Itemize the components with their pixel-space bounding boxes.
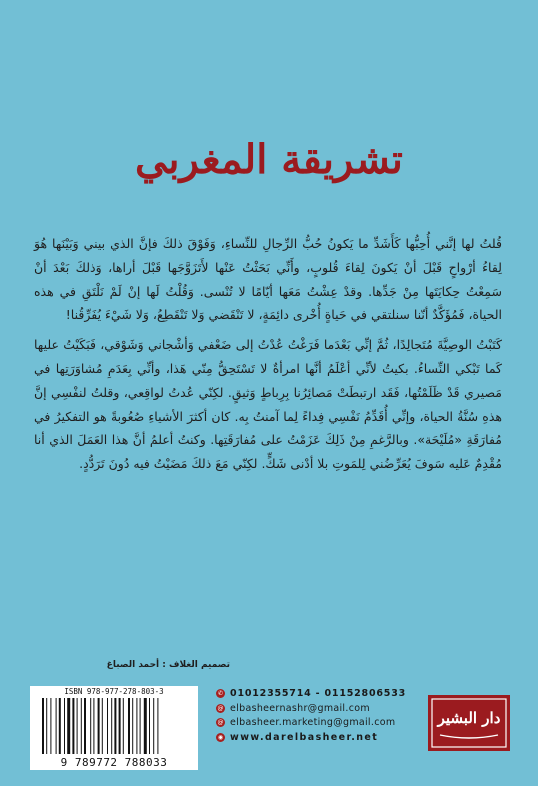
isbn-number: 9 789772 788033 <box>60 756 168 769</box>
cover-designer-credit: تصميم الغلاف : أحمد الصباغ <box>106 660 230 670</box>
contact-website-text[interactable]: www.darelbasheer.net <box>230 731 379 743</box>
contact-email-marketing[interactable] <box>216 717 416 732</box>
synopsis-paragraph-1: قُلتُ لها إنَّني أُحِبُّها كَأَشَدِّ ما يَكونُ حُبُّ الرِّجالِ للنِّساءِ، وَفَوْقَ ذلكَ فإنَّ الذي بيني وَبَيْنَها هُوَ لِقاءُ أرْواحٍ قَبْلَ أنْ يَكونَ لِقاءَ قُلوبٍ، وأَنِّي بَحَثْتُ عَنْها لأَتَزَوَّجَها قَبْلَ أراها، وَذلكَ بَعْدَ أنْ سَمِعْتُ حِكايَتَها مِنْ جَدِّها. وقدْ عِشْتُ مَعَها أيّامًا لا تُنْسى. وَقُلْتُ لَها إنْ لَمْ نَلْتَقِ في هذه الحياة، فَمُؤَكَّدٌ أنّنا سنلتقي في حَياةٍ أُخْرى دائِمَةٍ، لا تَنْقَضي وَلا تَنْقَطِعُ، وَلا شَيْءَ يُفَرِّقُنا! <box>34 236 502 323</box>
synopsis <box>34 232 502 476</box>
email-icon: @ <box>217 719 224 726</box>
contact-phone <box>216 688 416 703</box>
email-icon: @ <box>217 704 224 712</box>
contact-email[interactable] <box>216 703 416 718</box>
isbn-barcode-box <box>30 686 198 770</box>
publisher-logo-text: دار البشير <box>437 709 501 727</box>
publisher-contacts <box>216 688 416 746</box>
phone-icon: ✆ <box>217 690 224 697</box>
book-title: تشريقة المغربي <box>135 136 403 183</box>
isbn-label: ISBN 978-977-278-803-3 <box>64 687 164 696</box>
contact-phone-text: 01012355714 - 01152806533 <box>230 688 407 699</box>
barcode-graphic <box>40 698 188 756</box>
contact-email-text[interactable]: elbasheernashr@gmail.com <box>230 702 370 714</box>
web-icon: ◉ <box>217 733 224 741</box>
contact-email-marketing-text[interactable]: elbasheer.marketing@gmail.com <box>230 717 396 728</box>
contact-website[interactable] <box>216 732 416 747</box>
synopsis-paragraph-2: كَتَبْتُ الوصِيَّةَ مُتَجالِدًا، ثُمَّ إنِّي بَعْدَما فَرَغْتُ عُدْتُ إلى ضَعْفي وَأشْجاني وَشَوْقي، فَبَكَيْتُ عليها كَما تَبْكي النِّساءُ. بكيتُ لأنِّي أعْلَمُ أنَّها امرأةٌ لا تَسْتَحِقُّ مِنّي هَذا، وأنِّي بِعَدَمِ مُشاوَرَتِها في مَصيري قَدْ ظَلَمْتُها، فَقَد ارتبطَتْ مَصائِرُنا بِرِباطٍ وَثيقٍ. لكِنّي عُدتُ لواقِعي، وقلتُ لنفْسِي إنَّ هذهِ سُنَّةُ الحياة، وإنِّي أُقَدِّمُ نَفْسِي فِداءً لِما آمنتُ بِه. كان أكثرَ الأشياءِ صُعُوبةً هو التفكيرُ في مُفارَقَةِ «مُلَيْحَة». وبالرَّغمِ مِنْ ذَلِكَ عَزَمْتُ على مُفارَقَتِها. وكنتُ أعلمُ أنَّ هذا العَمَلَ الذي أنا مُقْدِمٌ عَليه سَوفَ يُعَرِّضُني لِلمَوتِ بلا أدْنى شَكٍّ. لكِنّي مَعَ ذلكَ مَضَيْتُ فيه دُونَ تَرَدُّدٍ. <box>34 337 502 472</box>
publisher-logo <box>428 695 510 751</box>
